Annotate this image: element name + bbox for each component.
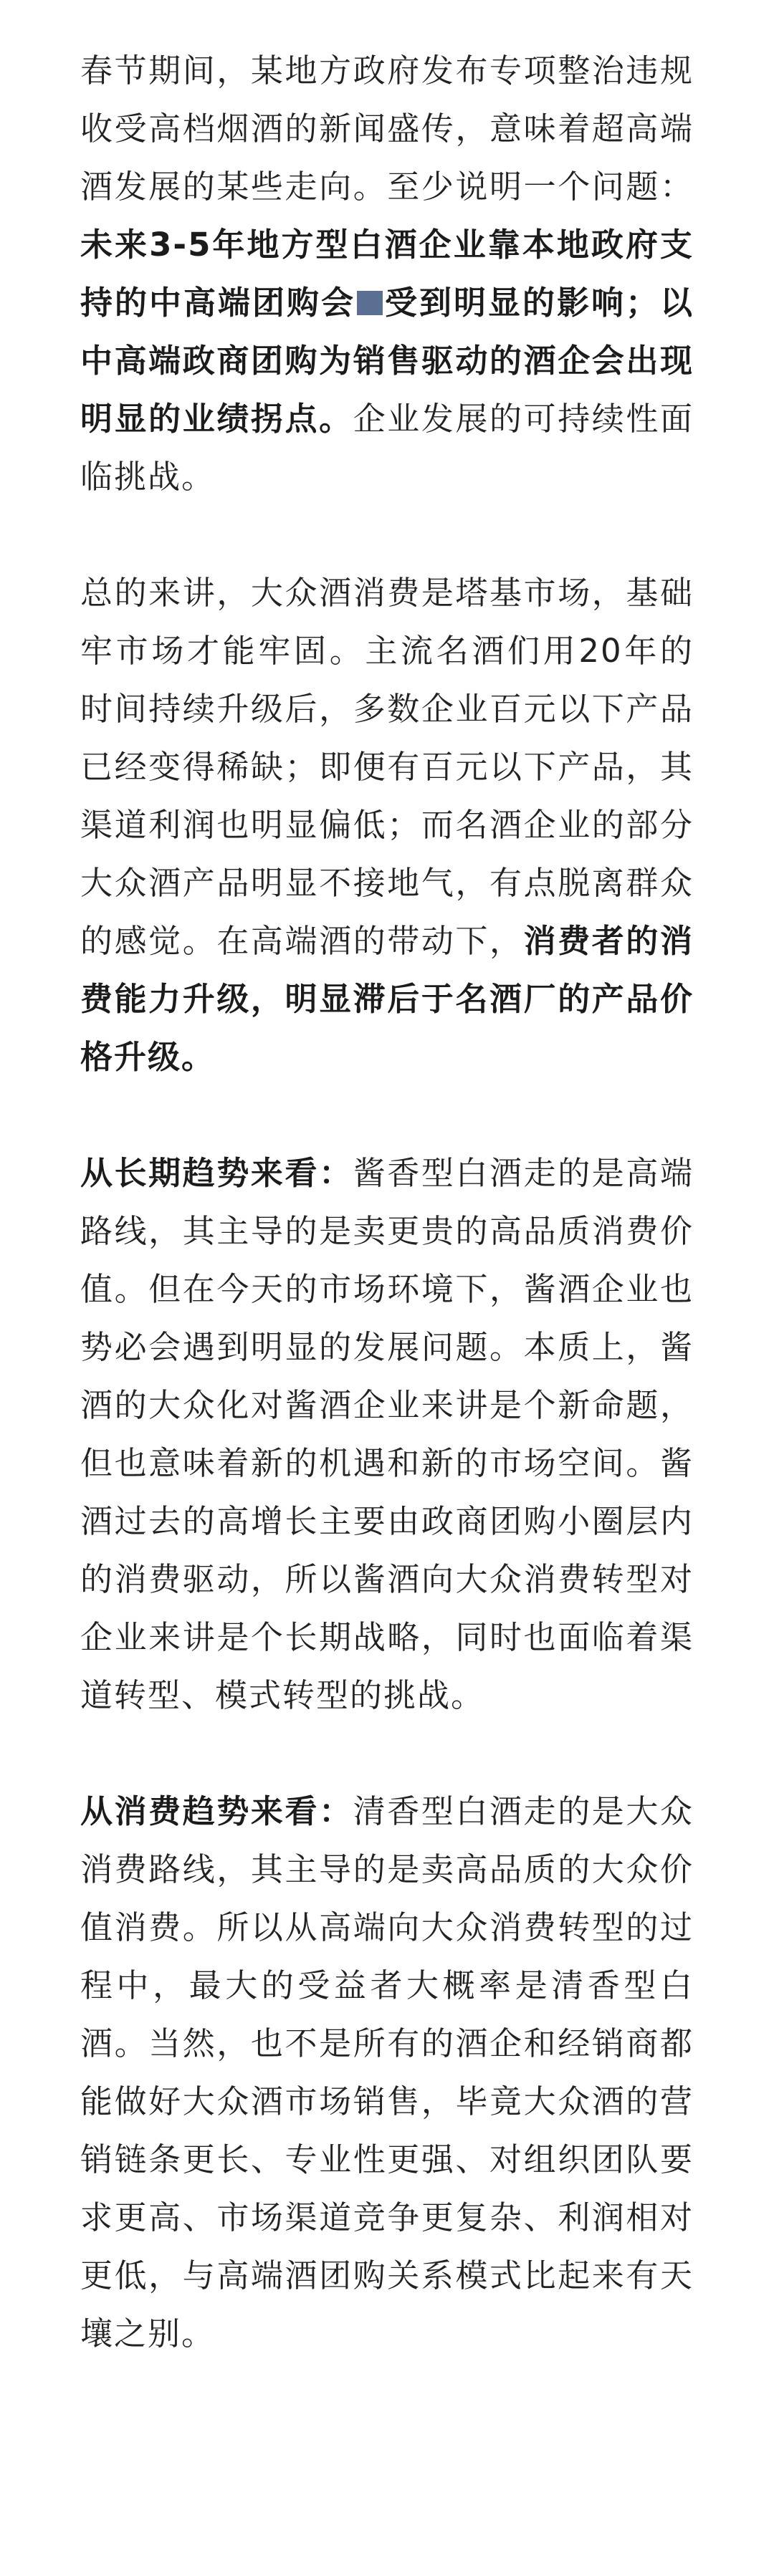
- broken-image-icon: [357, 291, 383, 315]
- text-run: 企业发展的可持续性面临挑战。: [80, 400, 694, 496]
- text-run: 酱香型白酒走的是高端路线，其主导的是卖更贵的高品质消费价值。但在今天的市场环境下，酱酒企业也势必会遇到明显的发展问题。本质上，酱酒的大众化对酱酒企业来讲是个新命题，但也意味着新的机遇和新的市场空间。酱酒过去的高增长主要由政商团购小圈层内的消费驱动，所以酱酒向大众消费转型对企业来讲是个长期战略，同时也面临着渠道转型、模式转型的挑战。: [80, 1154, 694, 1714]
- section-lead-heading: 从消费趋势来看：: [80, 1792, 353, 1830]
- bold-text-run: 受到明显的影响；以中高端政商团购为销售驱动的酒企会出现明显的业绩拐点。: [80, 284, 694, 438]
- paragraph-3: [80, 1144, 694, 1724]
- paragraph-2: [80, 564, 694, 1086]
- text-run: 清香型白酒走的是大众消费路线，其主导的是卖高品质的大众价值消费。所以从高端向大众消费转型的过程中，最大的受益者大概率是清香型白酒。当然，也不是所有的酒企和经销商都能做好大众酒市场销售，毕竟大众酒的营销链条更长、专业性更强、对组织团队要求更高、市场渠道竞争更复杂、利润相对更低，与高端酒团购关系模式比起来有天壤之别。: [80, 1792, 694, 2352]
- text-run: 春节期间，某地方政府发布专项整治违规收受高档烟酒的新闻盛传，意味着超高端酒发展的某些走向。至少说明一个问题：: [80, 52, 694, 206]
- section-lead-heading: 从长期趋势来看：: [80, 1154, 353, 1192]
- paragraph-4: [80, 1782, 694, 2363]
- paragraph-1: [80, 42, 694, 506]
- text-run: 总的来讲，大众酒消费是塔基市场，基础牢市场才能牢固。主流名酒们用20年的时间持续升级后，多数企业百元以下产品已经变得稀缺；即便有百元以下产品，其渠道利润也明显偏低；而名酒企业的部分大众酒产品明显不接地气，有点脱离群众的感觉。在高端酒的带动下，: [80, 574, 694, 960]
- bold-text-run: 消费者的消费能力升级，明显滞后于名酒厂的产品价格升级。: [80, 922, 694, 1076]
- bold-text-run: 未来3-5年地方型白酒企业靠本地政府支持的中高端团购会: [80, 226, 694, 322]
